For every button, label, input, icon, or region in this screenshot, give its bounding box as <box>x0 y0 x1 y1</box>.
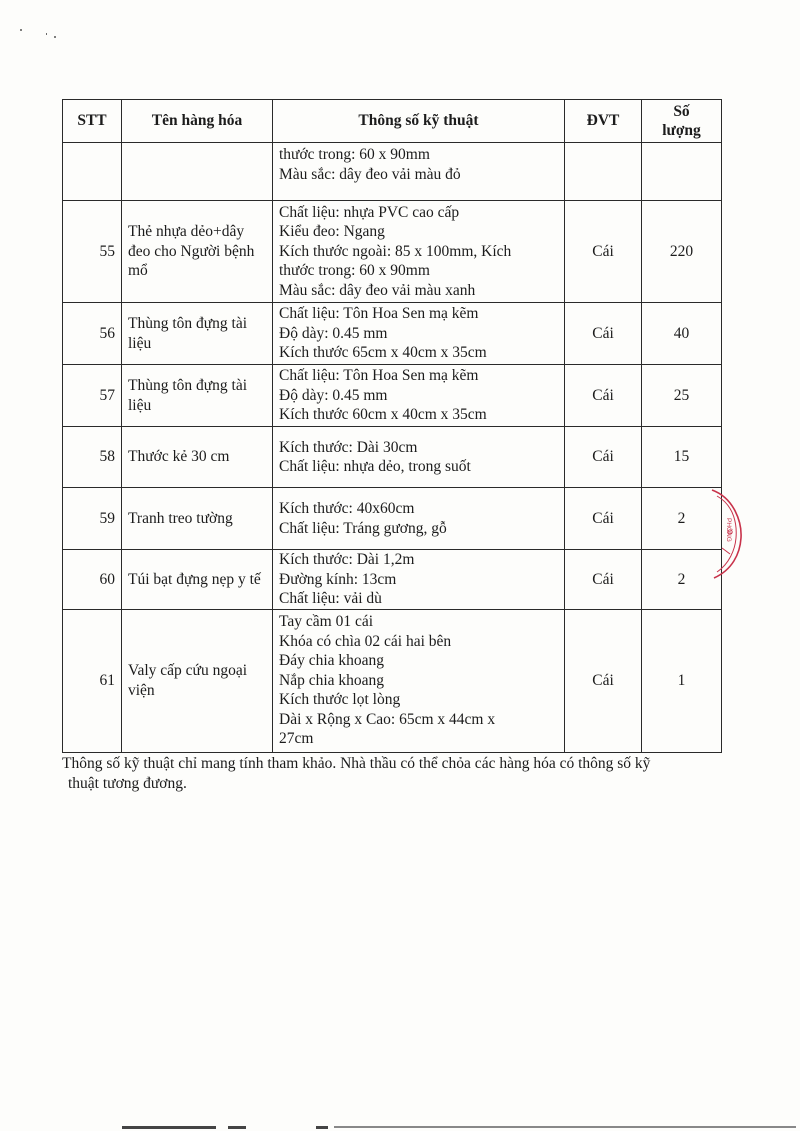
header-qty-line1: Số <box>673 102 690 120</box>
spec-line: Kích thước 60cm x 40cm x 35cm <box>279 406 487 424</box>
table-row <box>63 609 722 752</box>
spec-line: Độ dày: 0.45 mm <box>279 386 388 404</box>
cell-qty: 2 <box>642 550 722 610</box>
table-row <box>63 550 722 610</box>
cell-stt: 56 <box>63 303 122 365</box>
cell-name: Thùng tôn đựng tài liệu <box>122 365 273 427</box>
spec-line: Chất liệu: vải dù <box>279 590 382 607</box>
cell-name: Thùng tôn đựng tài liệu <box>122 303 273 365</box>
spec-line: Kích thước ngoài: 85 x 100mm, Kích <box>279 242 512 260</box>
cell-qty: 25 <box>642 365 722 427</box>
header-name: Tên hàng hóa <box>122 100 273 143</box>
spec-line: Kích thước lọt lòng <box>279 691 401 709</box>
cell-spec <box>273 365 565 427</box>
table-row <box>63 427 722 488</box>
spec-line: Kích thước: Dài 1,2m <box>279 551 415 568</box>
header-stt: STT <box>63 100 122 143</box>
cell-stt: 57 <box>63 365 122 427</box>
cell-unit: Cái <box>565 550 642 610</box>
scan-speck <box>54 36 56 38</box>
table-row <box>63 303 722 365</box>
cell-qty: 1 <box>642 609 722 752</box>
spec-line: Chất liệu: Tôn Hoa Sen mạ kẽm <box>279 305 479 323</box>
footer-bar <box>228 1126 246 1129</box>
spec-line: Độ dày: 0.45 mm <box>279 324 388 342</box>
footnote-line: Thông số kỹ thuật chỉ mang tính tham khảo. Nhà thầu có thể chỏa các hàng hóa có thông số kỹ <box>62 755 651 772</box>
cell-unit: Cái <box>565 365 642 427</box>
partial-seal-stamp <box>708 488 742 580</box>
scan-speck <box>46 33 47 35</box>
spec-line: 27cm <box>279 730 314 748</box>
cell-stt: 59 <box>63 488 122 550</box>
footer-bar <box>316 1126 328 1129</box>
spec-line: Kiểu đeo: Ngang <box>279 223 385 241</box>
header-unit: ĐVT <box>565 100 642 143</box>
cell-name: Valy cấp cứu ngoại viện <box>122 609 273 752</box>
cell-stt: 61 <box>63 609 122 752</box>
header-spec: Thông số kỹ thuật <box>273 100 565 143</box>
table-row <box>63 365 722 427</box>
cell-spec <box>273 427 565 488</box>
cell-unit: Cái <box>565 201 642 303</box>
spec-line: thước trong: 60 x 90mm <box>279 146 430 163</box>
cell-unit: Cái <box>565 609 642 752</box>
cell-spec <box>273 201 565 303</box>
spec-line: Nắp chia khoang <box>279 671 385 689</box>
table-header-row <box>63 100 722 143</box>
spec-line: Màu sắc: dây đeo vải màu xanh <box>279 281 476 299</box>
spec-line: Kích thước 65cm x 40cm x 35cm <box>279 344 487 362</box>
spec-line: Đáy chia khoang <box>279 652 385 670</box>
cell-name: Thẻ nhựa dẻo+dây đeo cho Người bệnh mổ <box>122 201 273 303</box>
spec-line: thước trong: 60 x 90mm <box>279 262 430 280</box>
spec-line: Kích thước: 40x60cm <box>279 500 415 517</box>
scan-speck <box>20 29 22 31</box>
spec-line: Kích thước: Dài 30cm <box>279 438 418 456</box>
spec-line: Tay cầm 01 cái <box>279 613 374 631</box>
cell-unit: Cái <box>565 303 642 365</box>
spec-line: Khóa có chìa 02 cái hai bên <box>279 632 452 650</box>
cell-stt: 60 <box>63 550 122 610</box>
cell-stt: 55 <box>63 201 122 303</box>
seal-text: PHÒNG <box>725 518 732 542</box>
cell-qty: 2 <box>642 488 722 550</box>
cell-spec <box>273 550 565 610</box>
spec-line: Chất liệu: nhựa dẻo, trong suốt <box>279 458 471 475</box>
spec-line: Chất liệu: nhựa PVC cao cấp <box>279 203 460 221</box>
cell-qty: 40 <box>642 303 722 365</box>
cell-stt <box>63 143 122 201</box>
table-row-continued <box>63 143 722 201</box>
footnote-line: thuật tương đương. <box>68 775 187 792</box>
cell-spec <box>273 488 565 550</box>
footer-bar <box>122 1126 216 1129</box>
spec-line: Đường kính: 13cm <box>279 570 397 588</box>
cell-spec <box>273 303 565 365</box>
spec-line: Chất liệu: Tôn Hoa Sen mạ kẽm <box>279 367 479 385</box>
cell-name <box>122 143 273 201</box>
cell-stt: 58 <box>63 427 122 488</box>
spec-line: Dài x Rộng x Cao: 65cm x 44cm x <box>279 710 496 728</box>
cell-spec <box>273 609 565 752</box>
table-row <box>63 201 722 303</box>
spec-line: Màu sắc: dây đeo vải màu đỏ <box>279 165 461 183</box>
cell-qty: 15 <box>642 427 722 488</box>
cell-name: Thước kẻ 30 cm <box>122 427 273 488</box>
cell-unit <box>565 143 642 201</box>
footnote <box>62 754 742 794</box>
header-qty <box>642 100 722 143</box>
cell-qty: 220 <box>642 201 722 303</box>
cell-name: Tranh treo tường <box>122 488 273 550</box>
header-qty-line2: lượng <box>662 122 701 139</box>
cell-spec <box>273 143 565 201</box>
specification-table <box>62 99 722 753</box>
table-row <box>63 488 722 550</box>
footer-bar <box>334 1126 796 1128</box>
spec-line: Chất liệu: Tráng gương, gỗ <box>279 519 447 537</box>
cell-unit: Cái <box>565 488 642 550</box>
cell-qty <box>642 143 722 201</box>
cell-unit: Cái <box>565 427 642 488</box>
cell-name: Túi bạt đựng nẹp y tế <box>122 550 273 610</box>
